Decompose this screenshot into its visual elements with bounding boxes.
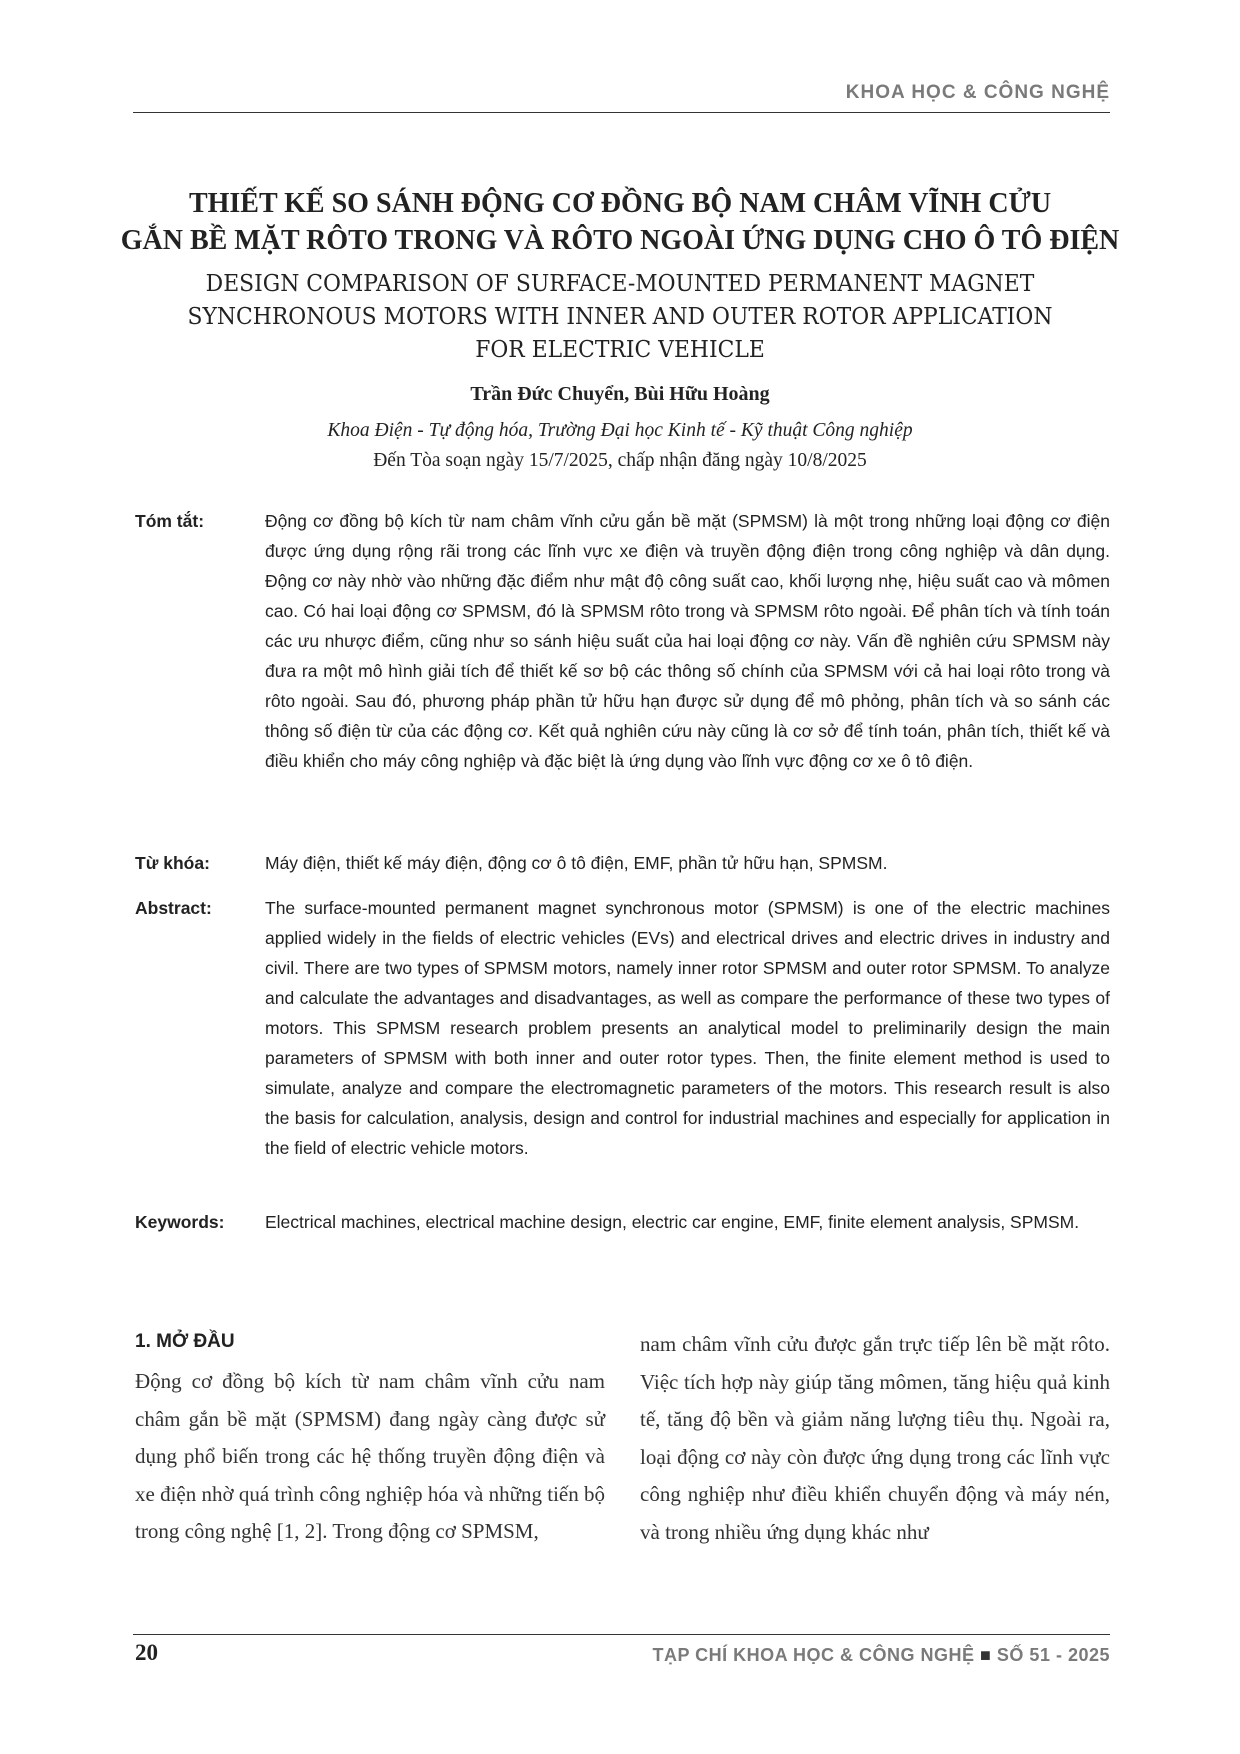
- footer-journal: [653, 1645, 1111, 1666]
- abstract-vietnamese: [135, 506, 1110, 776]
- keywords-en-text: Electrical machines, electrical machine design, electric car engine, EMF, finite element analysis, SPMSM.: [265, 1212, 1080, 1232]
- title-en-line-2: SYNCHRONOUS MOTORS WITH INNER AND OUTER ROTOR APPLICATION: [187, 302, 1053, 330]
- body-column-right: nam châm vĩnh cửu được gắn trực tiếp lên bề mặt rôto. Việc tích hợp này giúp tăng mômen, tăng hiệu quả kinh tế, tăng độ bền và giảm năng lượng tiêu thụ. Ngoài ra, loại động cơ này còn được ứng dụng trong các lĩnh vực công nghiệp như điều khiển chuyển động và máy nén, và trong nhiều ứng dụng khác như: [640, 1332, 1110, 1544]
- keywords-english: [135, 1207, 1110, 1237]
- footer-rule: [133, 1634, 1110, 1635]
- title-en-line-3: FOR ELECTRIC VEHICLE: [475, 335, 765, 363]
- keywords-vietnamese: [135, 848, 1110, 878]
- title-vi-line-2: GẮN BỀ MẶT RÔTO TRONG VÀ RÔTO NGOÀI ỨNG DỤNG CHO Ô TÔ ĐIỆN: [120, 225, 1120, 256]
- title-vi-line-1: THIẾT KẾ SO SÁNH ĐỘNG CƠ ĐỒNG BỘ NAM CHÂM VĨNH CỬU: [188, 188, 1052, 219]
- page-number: 20: [135, 1640, 158, 1665]
- abstract-english: [135, 893, 1110, 1163]
- authors: Trần Đức Chuyển, Bùi Hữu Hoàng: [470, 383, 770, 405]
- keywords-en-label: Keywords:: [135, 1212, 225, 1232]
- abstract-en-text: The surface-mounted permanent magnet synchronous motor (SPMSM) is one of the electric machines applied widely in the fields of electric vehicles (EVs) and electrical drives and electric drives in industry and civil. There are two types of SPMSM motors, namely inner rotor SPMSM and outer rotor SPMSM. To analyze and calculate the advantages and disadvantages, as well as compare the performance of these two types of motors. This SPMSM research problem presents an analytical model to preliminarily design the main parameters of SPMSM with both inner and outer rotor types. Then, the finite element method is used to simulate, analyze and compare the electromagnetic parameters of the motors. This research result is also the basis for calculation, analysis, design and control for industrial machines and especially for application in the field of electric vehicle motors.: [265, 898, 1110, 1158]
- section-heading-introduction: 1. MỞ ĐẦU: [135, 1331, 235, 1352]
- footer-issue: SỐ 51 - 2025: [996, 1645, 1110, 1665]
- abstract-vi-label: Tóm tắt:: [135, 511, 205, 531]
- keywords-vi-label: Từ khóa:: [135, 853, 210, 873]
- received-date: Đến Tòa soạn ngày 15/7/2025, chấp nhận đăng ngày 10/8/2025: [373, 450, 867, 471]
- header-rule: [133, 112, 1110, 113]
- running-header: KHOA HỌC & CÔNG NGHỆ: [845, 82, 1110, 103]
- title-vietnamese: [100, 185, 1140, 259]
- title-en-line-1: DESIGN COMPARISON OF SURFACE-MOUNTED PERMANENT MAGNET: [205, 269, 1035, 297]
- title-english: [136, 267, 1103, 366]
- keywords-vi-text: Máy điện, thiết kế máy điện, động cơ ô tô điện, EMF, phần tử hữu hạn, SPMSM.: [265, 853, 888, 873]
- footer-separator: ■: [980, 1645, 992, 1665]
- abstract-vi-text: Động cơ đồng bộ kích từ nam châm vĩnh cửu gắn bề mặt (SPMSM) là một trong những loại động cơ điện được ứng dụng rộng rãi trong các lĩnh vực xe điện và truyền động điện trong công nghiệp và dân dụng. Động cơ này nhờ vào những đặc điểm như mật độ công suất cao, khối lượng nhẹ, hiệu suất cao và mômen cao. Có hai loại động cơ SPMSM, đó là SPMSM rôto trong và SPMSM rôto ngoài. Để phân tích và tính toán các ưu nhược điểm, cũng như so sánh hiệu suất của hai loại động cơ này. Vấn đề nghiên cứu SPMSM này đưa ra một mô hình giải tích để thiết kế sơ bộ các thông số chính của SPMSM với cả hai loại rôto trong và rôto ngoài. Sau đó, phương pháp phần tử hữu hạn được sử dụng để mô phỏng, phân tích và so sánh các thông số điện từ của các động cơ. Kết quả nghiên cứu này cũng là cơ sở để tính toán, phân tích, thiết kế và điều khiển cho máy công nghiệp và đặc biệt là ứng dụng vào lĩnh vực động cơ xe ô tô điện.: [265, 511, 1110, 771]
- body-column-left: Động cơ đồng bộ kích từ nam châm vĩnh cửu nam châm gắn bề mặt (SPMSM) đang ngày càng được sử dụng phổ biến trong các hệ thống truyền động điện và xe điện nhờ quá trình công nghiệp hóa và những tiến bộ trong công nghệ [1, 2]. Trong động cơ SPMSM,: [135, 1369, 605, 1543]
- abstract-en-label: Abstract:: [135, 898, 212, 918]
- footer-journal-name: TẠP CHÍ KHOA HỌC & CÔNG NGHỆ: [652, 1645, 975, 1665]
- affiliation: Khoa Điện - Tự động hóa, Trường Đại học Kinh tế - Kỹ thuật Công nghiệp: [327, 420, 913, 441]
